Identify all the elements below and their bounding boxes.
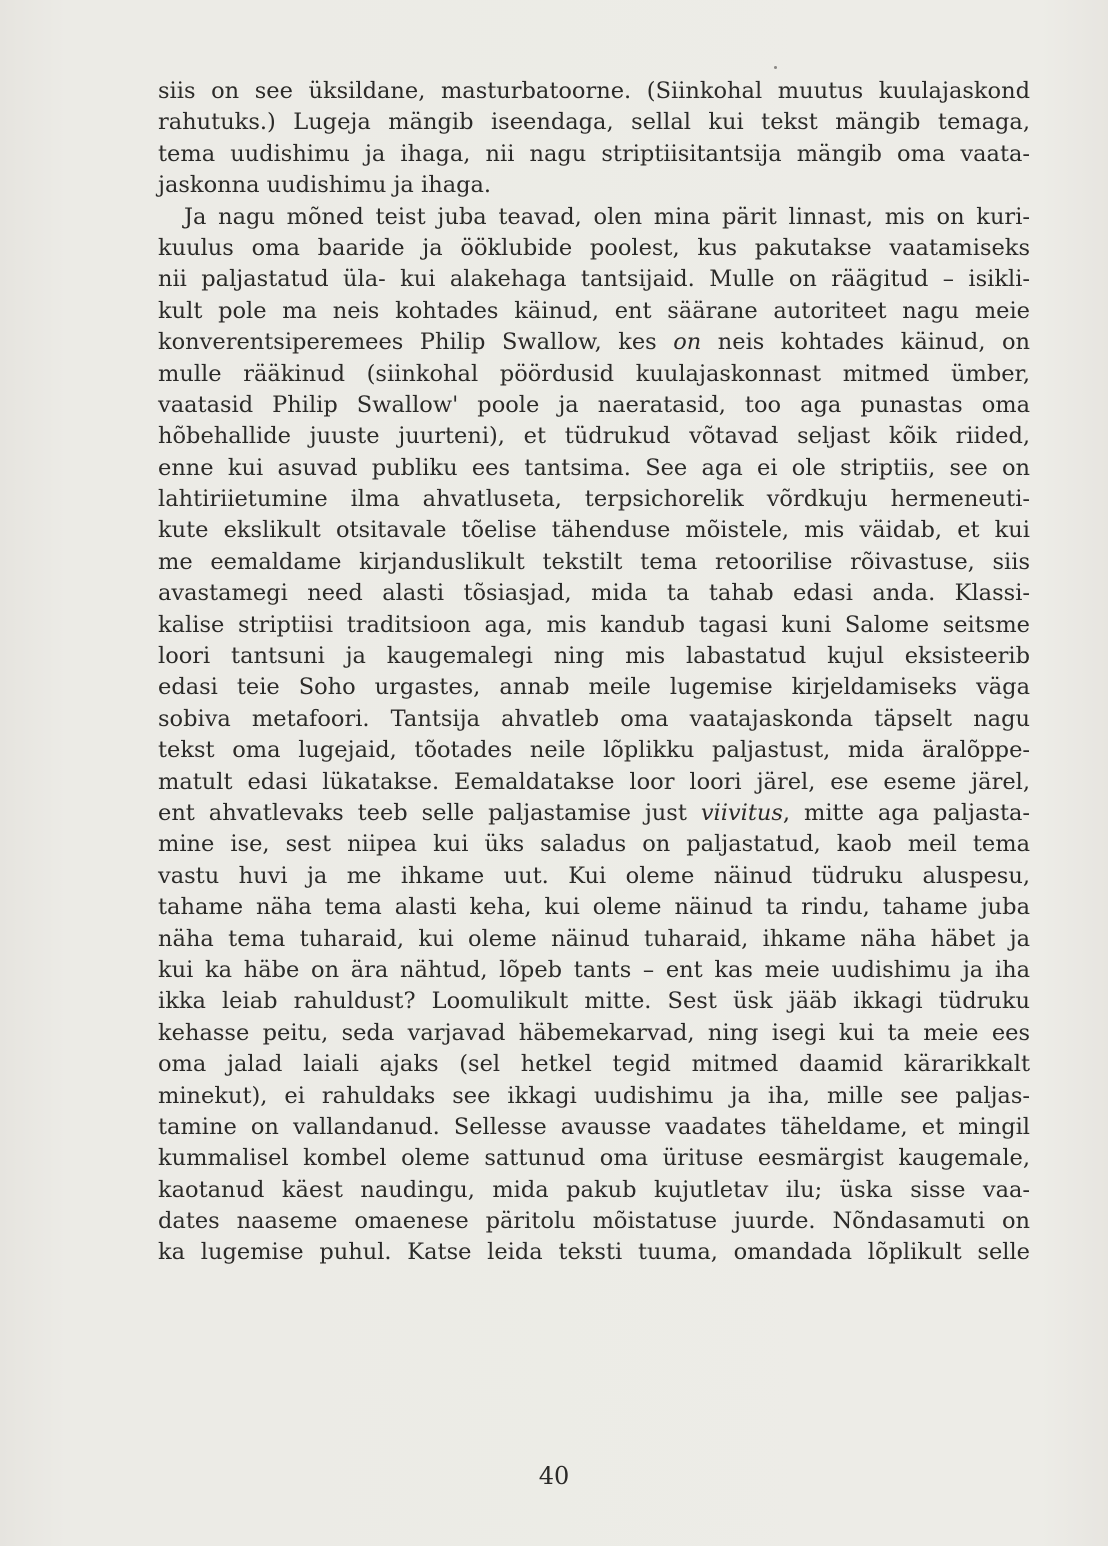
- text-line: oma jalad laiali ajaks (sel hetkel tegid mitmed daamid kärarikkalt: [158, 1051, 1030, 1078]
- text-line: jaskonna uudishimu ja ihaga.: [158, 172, 492, 199]
- text-line: kalise striptiisi traditsioon aga, mis kandub tagasi kuni Salome seitsme: [158, 611, 1030, 638]
- text-line: kummalisel kombel oleme sattunud oma ürituse eesmärgist kaugemale,: [158, 1145, 1030, 1172]
- text-line: kaotanud käest naudingu, mida pakub kujutletav ilu; üska sisse vaa-: [158, 1176, 1030, 1203]
- text-line: tamine on vallandanud. Sellesse avausse vaadates täheldame, et mingil: [158, 1113, 1030, 1140]
- text-line: edasi teie Soho urgastes, annab meile lugemise kirjeldamiseks väga: [158, 674, 1030, 701]
- text-line: kult pole ma neis kohtades käinud, ent säärane autoriteet nagu meie: [158, 297, 1030, 324]
- text-line: matult edasi lükatakse. Eemaldatakse loor loori järel, ese eseme järel,: [158, 768, 1030, 795]
- text-line: tahame näha tema alasti keha, kui oleme näinud ta rindu, tahame juba: [158, 894, 1030, 921]
- page-number: 40: [538, 1462, 570, 1490]
- text-line: siis on see üksildane, masturbatoorne. (Siinkohal muutus kuulajaskond: [158, 78, 1030, 104]
- text-line: mulle rääkinud (siinkohal pöördusid kuulajaskonnast mitmed ümber,: [158, 360, 1030, 387]
- text-line: ent ahvatlevaks teeb selle paljastamise just viivitus, mitte aga paljasta-: [158, 799, 1031, 826]
- text-line: lahtiriietumine ilma ahvatluseta, terpsichorelik võrdkuju hermeneuti-: [158, 486, 1030, 513]
- text-line: Ja nagu mõned teist juba teavad, olen mina pärit linnast, mis on kuri-: [184, 203, 1030, 230]
- text-line: minekut), ei rahuldaks see ikkagi uudishimu ja iha, mille see paljas-: [158, 1082, 1030, 1109]
- text-line: tekst oma lugejaid, tõotades neile lõplikku paljastust, mida äralõppe-: [158, 737, 1030, 764]
- text-line: hõbehallide juuste juurteni), et tüdrukud võtavad seljast kõik riided,: [158, 423, 1030, 450]
- text-line: tema uudishimu ja ihaga, nii nagu striptiisitantsija mängib oma vaata-: [158, 140, 1030, 167]
- text-line: avastamegi need alasti tõsiasjad, mida ta tahab edasi anda. Klassi-: [158, 580, 1030, 607]
- text-line: nii paljastatud üla- kui alakehaga tantsijaid. Mulle on räägitud – isikli-: [158, 266, 1030, 293]
- text-line: kehasse peitu, seda varjavad häbemekarvad, ning isegi kui ta meie ees: [158, 1019, 1030, 1046]
- text-line: loori tantsuni ja kaugemalegi ning mis labastatud kujul eksisteerib: [158, 643, 1030, 670]
- text-line: ka lugemise puhul. Katse leida teksti tuuma, omandada lõplikult selle: [158, 1239, 1030, 1266]
- text-line: me eemaldame kirjanduslikult tekstilt tema retoorilise rõivastuse, siis: [158, 548, 1030, 575]
- text-line: kui ka häbe on ära nähtud, lõpeb tants – ent kas meie uudishimu ja iha: [158, 956, 1030, 983]
- body-text: [158, 76, 1030, 1269]
- text-line: kuulus oma baaride ja ööklubide poolest, kus pakutakse vaatamiseks: [158, 234, 1030, 261]
- text-line: vaatasid Philip Swallow' poole ja naeratasid, too aga punastas oma: [158, 391, 1030, 418]
- text-line: mine ise, sest niipea kui üks saladus on paljastatud, kaob meil tema: [158, 831, 1030, 858]
- text-line: rahutuks.) Lugeja mängib iseendaga, sellal kui tekst mängib temaga,: [158, 109, 1030, 136]
- text-line: ikka leiab rahuldust? Loomulikult mitte. Sest üsk jääb ikkagi tüdruku: [158, 988, 1030, 1015]
- text-line: näha tema tuharaid, kui oleme näinud tuharaid, ihkame näha häbet ja: [158, 925, 1030, 952]
- text-line: enne kui asuvad publiku ees tantsima. See aga ei ole striptiis, see on: [158, 454, 1030, 481]
- text-line: dates naaseme omaenese päritolu mõistatuse juurde. Nõndasamuti on: [158, 1208, 1030, 1235]
- text-line: kute ekslikult otsitavale tõelise tähenduse mõistele, mis väidab, et kui: [158, 517, 1030, 544]
- scan-speck: [774, 66, 777, 69]
- text-line: sobiva metafoori. Tantsija ahvatleb oma vaatajaskonda täpselt nagu: [158, 705, 1030, 732]
- text-line: vastu huvi ja me ihkame uut. Kui oleme näinud tüdruku aluspesu,: [158, 862, 1030, 889]
- text-line: konverentsiperemees Philip Swallow, kes on neis kohtades käinud, on: [158, 329, 1031, 356]
